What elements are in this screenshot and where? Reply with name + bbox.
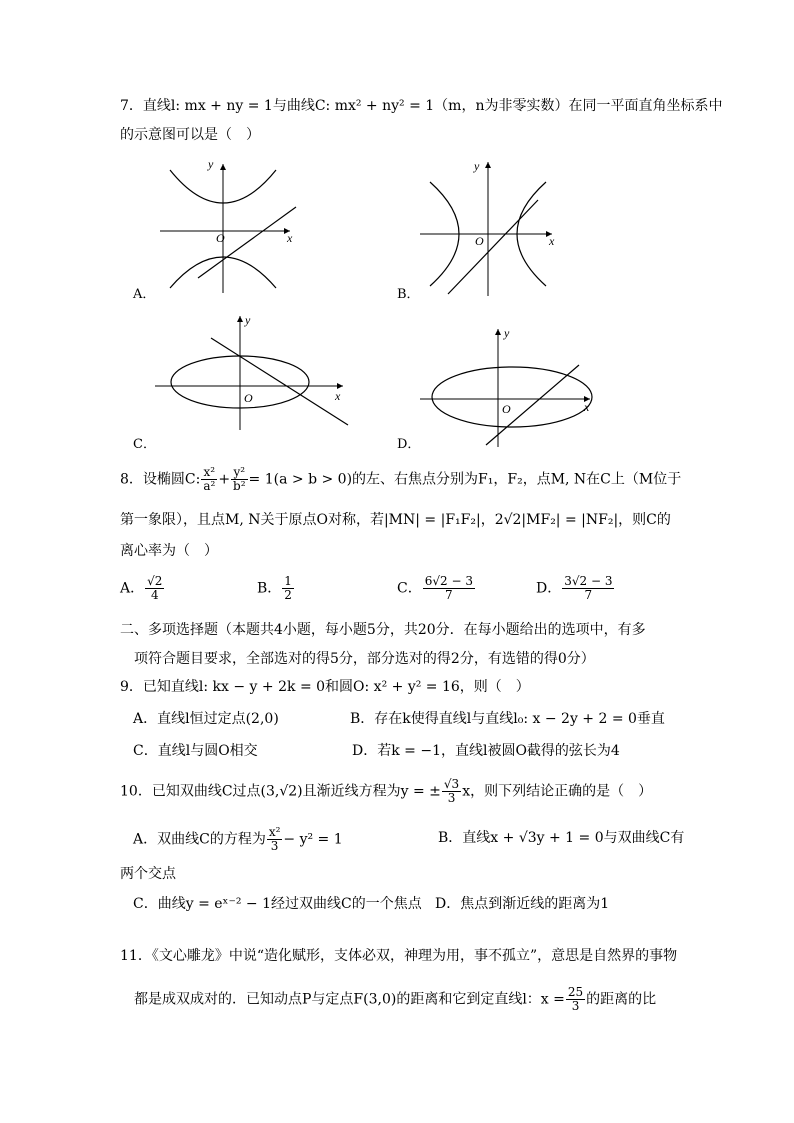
q8-option-c[interactable]: [397, 575, 476, 602]
q11-stem-line2: [134, 986, 656, 1013]
q7-figure-c: [155, 312, 355, 432]
x-axis-label: x: [584, 400, 590, 414]
option-label: B．: [257, 580, 282, 597]
origin-label: O: [502, 402, 511, 416]
y-axis-label: y: [245, 313, 251, 327]
origin-label: O: [216, 231, 225, 245]
frac-numerator: x²: [201, 466, 217, 480]
q7-stem-line2: 的示意图可以是（ ）: [120, 127, 260, 143]
origin-label: O: [475, 234, 484, 248]
q8-option-d[interactable]: [536, 575, 615, 602]
option-text: − y² = 1: [283, 831, 343, 848]
q8-option-b[interactable]: [257, 575, 295, 602]
section2-heading: 二、多项选择题（本题共4小题，每小题5分，共20分．在每小题给出的选项中，有多: [120, 622, 646, 638]
y-axis-label: y: [474, 159, 480, 173]
q7-figure-b: [420, 158, 570, 298]
option-label: C．: [397, 580, 422, 597]
q11-stem-rest: 的距离的比: [586, 991, 657, 1008]
q10-option-b[interactable]: B．直线x + √3y + 1 = 0与双曲线C有: [438, 830, 685, 846]
q9-stem: 9．已知直线l: kx − y + 2k = 0和圆O: x² + y² = 16，则（ ）: [120, 679, 530, 695]
frac-denominator: 3: [447, 791, 456, 805]
origin-label: O: [244, 391, 253, 405]
q11-frac: [566, 986, 585, 1013]
section2-heading-cont: 项符合题目要求，全部选对的得5分，部分选对的得2分，有选错的得0分）: [134, 651, 595, 667]
option-label: A．: [120, 580, 145, 597]
x-axis-label: x: [287, 231, 293, 245]
q10-stem-start: 10．已知双曲线C过点(3,√2)且渐近线方程为y = ±: [120, 783, 441, 800]
q7-option-a[interactable]: A．: [133, 287, 156, 302]
q7-option-d[interactable]: D．: [397, 437, 421, 452]
q10-frac: [442, 778, 461, 805]
x-axis-label: x: [335, 389, 341, 403]
frac-denominator: 3: [571, 999, 580, 1013]
x-axis-label: x: [549, 234, 555, 248]
frac-denominator: 7: [445, 588, 453, 602]
q8-stem-rest: = 1(a > b > 0)的左、右焦点分别为F₁，F₂，点M, N在C上（M位于: [248, 471, 682, 488]
frac-numerator: y²: [231, 466, 248, 480]
frac-numerator: x²: [268, 825, 281, 839]
frac-denominator: 2: [284, 588, 292, 602]
frac-numerator: 1: [284, 574, 292, 588]
q8-stem-line3: 离心率为（ ）: [120, 543, 218, 559]
q8-stem-line1: [120, 466, 681, 493]
q11-stem-line1: 11．《文心雕龙》中说“造化赋形，支体必双，神理为用，事不孤立”，意思是自然界的事物: [120, 948, 678, 964]
q7-stem-line1: 7．直线l: mx + ny = 1与曲线C: mx² + ny² = 1（m，n为非零实数）在同一平面直角坐标系中: [120, 98, 723, 114]
q10-stem: [120, 778, 652, 805]
frac-numerator: 3√2 − 3: [564, 574, 613, 588]
q7-option-b[interactable]: B．: [397, 287, 420, 302]
q8-frac-y: [231, 466, 248, 493]
q9-option-c[interactable]: C．直线l与圆O相交: [133, 743, 258, 759]
q10-option-a[interactable]: [133, 826, 343, 853]
q8-frac-x: [201, 466, 217, 493]
frac-numerator: √3: [443, 777, 460, 791]
q10-option-c[interactable]: C．曲线y = eˣ⁻² − 1经过双曲线C的一个焦点: [133, 896, 422, 912]
frac-denominator: 7: [584, 588, 593, 602]
y-axis-label: y: [504, 326, 510, 340]
q7-figure-a: [160, 158, 310, 293]
frac-numerator: 6√2 − 3: [424, 574, 473, 588]
option-label: D．: [536, 580, 562, 597]
q7-option-c[interactable]: C．: [133, 437, 156, 452]
q10-option-b-cont: 两个交点: [120, 866, 176, 882]
q8-option-a[interactable]: [120, 575, 165, 602]
q9-option-d[interactable]: D．若k = −1，直线l被圆O截得的弦长为4: [352, 743, 620, 759]
frac-denominator: 4: [150, 588, 159, 602]
option-text: A．双曲线C的方程为: [133, 831, 266, 848]
q7-figure-d: [420, 325, 600, 450]
frac-denominator: 3: [270, 839, 279, 853]
frac-numerator: √2: [147, 574, 163, 588]
q11-stem-start: 都是成双成对的．已知动点P与定点F(3,0)的距离和它到定直线l：x =: [134, 991, 565, 1008]
plus-sign: +: [218, 471, 231, 488]
q8-stem-start: 8．设椭圆C:: [120, 471, 201, 488]
y-axis-label: y: [208, 157, 214, 171]
frac-denominator: a²: [203, 479, 216, 493]
q10-option-d[interactable]: D．焦点到渐近线的距离为1: [435, 896, 610, 912]
frac-denominator: b²: [233, 479, 246, 493]
q10-stem-rest: x，则下列结论正确的是（ ）: [462, 783, 653, 800]
frac-numerator: 25: [567, 985, 584, 999]
q8-stem-line2: 第一象限），且点M, N关于原点O对称，若|MN| = |F₁F₂|，2√2|MF₂| = |NF₂|，则C的: [120, 512, 671, 528]
q9-option-a[interactable]: A．直线l恒过定点(2,0): [133, 711, 279, 727]
q9-option-b[interactable]: B．存在k使得直线l与直线l₀: x − 2y + 2 = 0垂直: [350, 711, 665, 727]
